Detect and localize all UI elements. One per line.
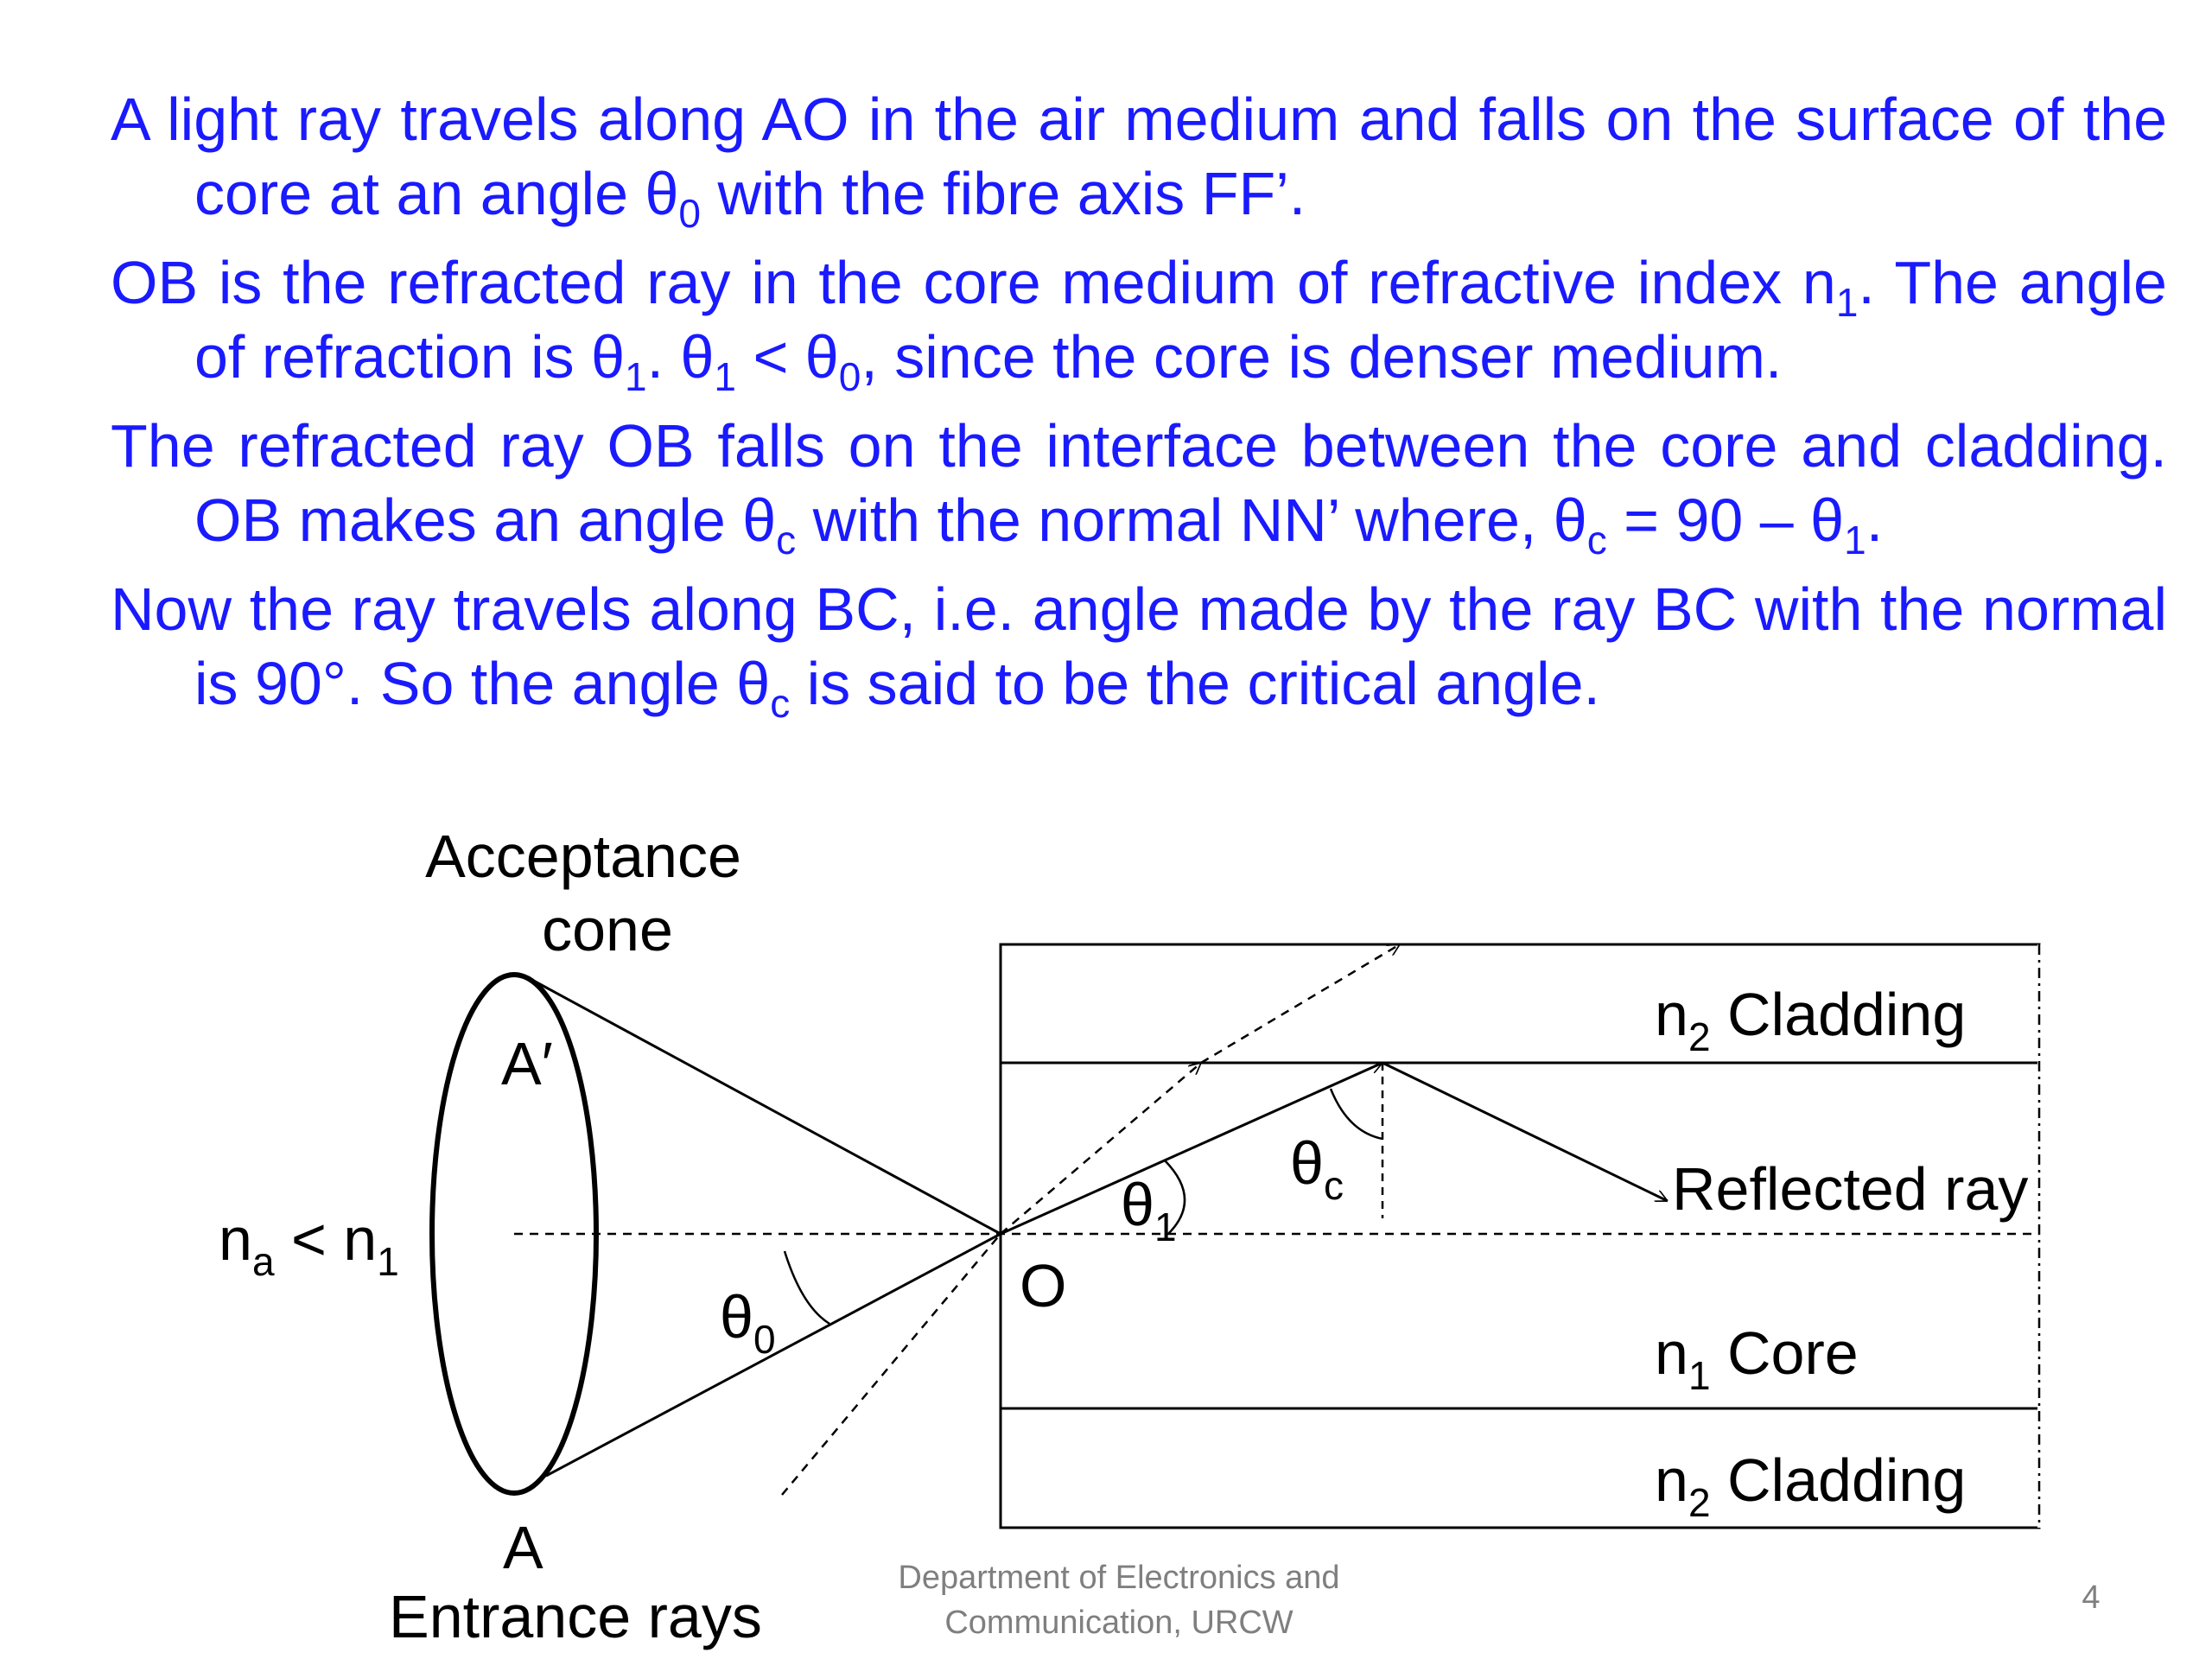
point-o-label: O bbox=[1020, 1252, 1067, 1319]
point-a-label: A bbox=[503, 1514, 543, 1581]
thetac-arc bbox=[1331, 1089, 1382, 1139]
core-label: $n_1$ Core bbox=[1655, 1319, 1859, 1398]
acceptance-label-line1: Acceptance bbox=[425, 823, 741, 890]
paragraph-3: The refracted ray OB falls on the interface between the core and cladding. OB makes an angle $\theta_c$ with the normal NN’ where, $\theta_c = 90 - \theta_1$. bbox=[111, 412, 2167, 563]
theta0-arc bbox=[785, 1251, 830, 1324]
footer-line2: Communication, URCW bbox=[944, 1605, 1294, 1641]
theta1-label: $\theta_1$ bbox=[1121, 1171, 1177, 1249]
footer-line1: Department of Electronics and bbox=[898, 1560, 1340, 1596]
paragraph-1: A light ray travels along AO in the air medium and falls on the surface of the core at an angle $\theta_0$ with the fibre axis FF’. bbox=[111, 86, 2167, 237]
paragraph-4: Now the ray travels along BC, i.e. angle made by the ray BC with the normal is 90°. So the angle $\theta_c$ is said to be the critical angle. bbox=[111, 575, 2167, 727]
cladding-bottom-label: $n_2$ Cladding bbox=[1655, 1446, 1967, 1525]
theta0-label: $\theta_0$ bbox=[720, 1283, 776, 1362]
footer bbox=[851, 1555, 1387, 1645]
reflected-ray-label: Reflected ray bbox=[1672, 1155, 2029, 1223]
page-number: 4 bbox=[2082, 1580, 2101, 1616]
reflected-ray-BC bbox=[1382, 1063, 1668, 1201]
refractive-index-relation: $n_a < n_1$ bbox=[219, 1205, 399, 1284]
cone-edge-top bbox=[529, 978, 1001, 1234]
cladding-top-label: $n_2$ Cladding bbox=[1655, 981, 1967, 1059]
dashed-incident-ray bbox=[782, 1234, 1001, 1495]
paragraph-2: OB is the refracted ray in the core medium of refractive index $n_1$. The angle of refraction is $\theta_1$. $\theta_1 < \theta_0$, since the core is denser medium. bbox=[111, 249, 2167, 400]
acceptance-label-line2: cone bbox=[542, 896, 673, 963]
entrance-rays-label: Entrance rays bbox=[389, 1583, 762, 1650]
thetac-label: $\theta_c$ bbox=[1290, 1129, 1344, 1208]
point-a-prime-label: A′ bbox=[501, 1030, 553, 1097]
refracted-ray-OB bbox=[1001, 1063, 1382, 1234]
dashed-escaping-ray bbox=[1201, 944, 1400, 1063]
